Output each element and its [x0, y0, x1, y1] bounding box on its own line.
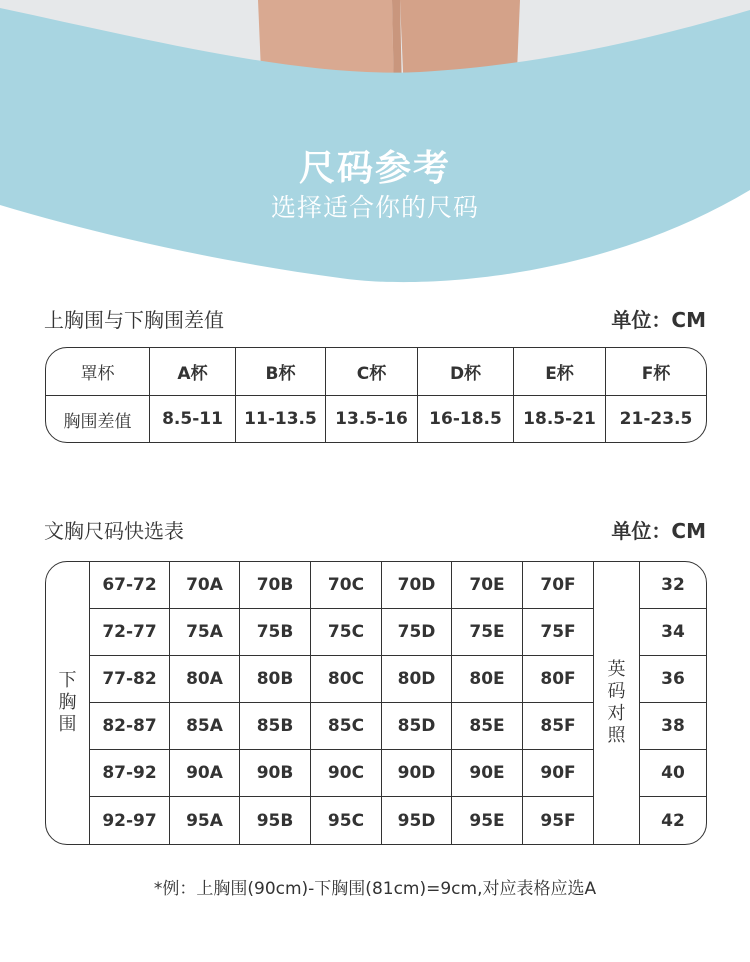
underbust-range: 87-92 — [90, 750, 170, 797]
table-row — [90, 656, 594, 703]
cup-value-cell: 21-23.5 — [619, 409, 693, 429]
cup-value-cell: 11-13.5 — [236, 396, 326, 442]
underbust-range: 72-77 — [90, 609, 170, 656]
size-cell: 80C — [311, 656, 382, 703]
size-cell: 95C — [311, 797, 382, 844]
size-cell: 80E — [452, 656, 523, 703]
cup-difference-table — [45, 347, 707, 443]
cup-value-row — [46, 396, 706, 442]
size-cell: 95B — [240, 797, 311, 844]
uk-size-column — [640, 562, 706, 844]
cup-value-cell: 18.5-21 — [514, 396, 606, 442]
size-cell: 75B — [240, 609, 311, 656]
size-table-title: 文胸尺码快选表 — [44, 519, 184, 543]
size-cell: 85B — [240, 703, 311, 750]
size-cell: 75D — [382, 609, 452, 656]
underbust-range: 77-82 — [90, 656, 170, 703]
cup-row-label: 胸围差值 — [46, 396, 150, 442]
size-cell: 80D — [382, 656, 452, 703]
size-cell: 70F — [523, 562, 594, 609]
size-cell: 90C — [311, 750, 382, 797]
size-cell: 90E — [452, 750, 523, 797]
size-cell: 80A — [170, 656, 240, 703]
diff-table-unit: 单位：CM — [611, 308, 706, 332]
size-cell: 70D — [382, 562, 452, 609]
page-title: 尺码参考 — [298, 148, 451, 189]
cup-header-label: 罩杯 — [46, 348, 150, 396]
underbust-range: 82-87 — [90, 703, 170, 750]
size-cell: 85E — [452, 703, 523, 750]
size-grid — [90, 562, 594, 844]
page-subtitle: 选择适合你的尺码 — [270, 193, 479, 222]
underbust-range: 92-97 — [90, 797, 170, 844]
underbust-label: 下胸围 — [58, 670, 77, 735]
size-cell: 85F — [523, 703, 594, 750]
uk-size-label: 英码对照 — [607, 659, 626, 746]
cup-header-row — [46, 348, 706, 396]
size-cell: 95E — [452, 797, 523, 844]
table-row — [90, 703, 594, 750]
size-cell: 95A — [170, 797, 240, 844]
size-cell: 75F — [523, 609, 594, 656]
underbust-label-column — [46, 562, 90, 844]
cup-header-cell: F杯 — [606, 348, 706, 396]
size-cell: 90D — [382, 750, 452, 797]
size-cell: 80B — [240, 656, 311, 703]
size-cell: 75C — [311, 609, 382, 656]
table-row — [90, 562, 594, 609]
table-row — [90, 609, 594, 656]
cup-header-cell: A杯 — [150, 348, 236, 396]
size-cell: 70E — [452, 562, 523, 609]
size-quick-table — [45, 561, 707, 845]
cup-value-cell: 13.5-16 — [326, 396, 418, 442]
size-cell: 85A — [170, 703, 240, 750]
cup-header-cell: E杯 — [514, 348, 606, 396]
uk-size-cell: 38 — [640, 703, 706, 750]
size-cell: 85D — [382, 703, 452, 750]
size-cell: 70C — [311, 562, 382, 609]
hero-banner — [0, 0, 750, 290]
cup-header-cell: D杯 — [418, 348, 514, 396]
size-cell: 80F — [523, 656, 594, 703]
underbust-range: 67-72 — [90, 562, 170, 609]
diff-table-title: 上胸围与下胸围差值 — [44, 308, 224, 332]
size-cell: 70A — [170, 562, 240, 609]
size-cell: 95D — [382, 797, 452, 844]
size-cell: 85C — [311, 703, 382, 750]
uk-size-cell: 40 — [640, 750, 706, 797]
size-cell: 90F — [523, 750, 594, 797]
uk-size-cell: 34 — [640, 609, 706, 656]
cup-header-cell: C杯 — [326, 348, 418, 396]
table-row — [90, 797, 594, 844]
table-row — [90, 750, 594, 797]
uk-size-cell: 36 — [640, 656, 706, 703]
cup-value-cell: 8.5-11 — [150, 396, 236, 442]
uk-size-cell: 32 — [640, 562, 706, 609]
size-cell: 75A — [170, 609, 240, 656]
example-note: *例：上胸围(90cm)-下胸围(81cm)=9cm,对应表格应选A — [153, 879, 597, 899]
size-table-unit: 单位：CM — [611, 519, 706, 543]
uk-label-column — [594, 562, 640, 844]
cup-header-cell: B杯 — [236, 348, 326, 396]
size-cell: 90B — [240, 750, 311, 797]
size-cell: 90A — [170, 750, 240, 797]
size-cell: 70B — [240, 562, 311, 609]
uk-size-cell: 42 — [661, 810, 685, 831]
size-cell: 75E — [452, 609, 523, 656]
cup-value-cell: 16-18.5 — [418, 396, 514, 442]
size-cell: 95F — [523, 797, 594, 844]
